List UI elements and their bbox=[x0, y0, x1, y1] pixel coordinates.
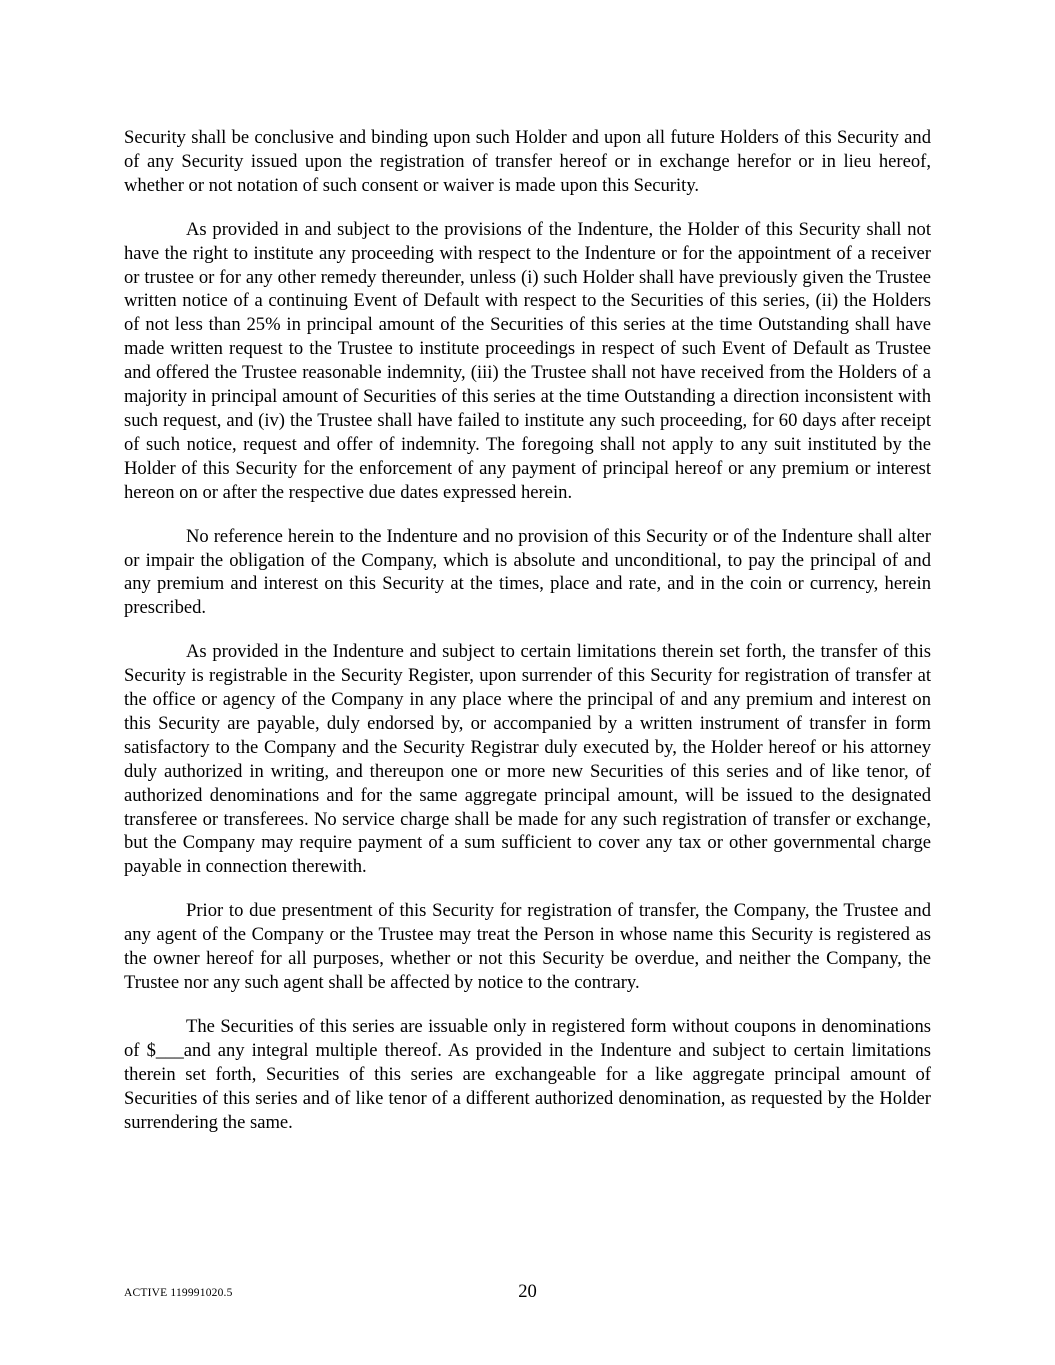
paragraph-company-obligation: No reference herein to the Indenture and no provision of this Security or of the Indenture shall alter or impair the obligation of the Company, which is absolute and unconditional, to pay the principal of and any premium and interest on this Security at the times, place and rate, and in the coin or currency, herein prescribed. bbox=[124, 525, 931, 619]
paragraph-denominations: The Securities of this series are issuable only in registered form without coupons in denominations of $___and any integral multiple thereof. As provided in the Indenture and subject to certain limitations therein set forth, Securities of this series are exchangeable for a like aggregate principal amount of Securities of this series and of like tenor of a different authorized denomination, as requested by the Holder surrendering the same. bbox=[124, 1015, 931, 1133]
page-number: 20 bbox=[518, 1281, 537, 1302]
paragraph-holder-proceedings: As provided in and subject to the provisions of the Indenture, the Holder of this Security shall not have the right to institute any proceeding with respect to the Indenture or for the appointment of a receiver or trustee or for any other remedy thereunder, unless (i) such Holder shall have previously given the Trustee written notice of a continuing Event of Default with respect to the Securities of this series, (ii) the Holders of not less than 25% in principal amount of the Securities of this series at the time Outstanding shall have made written request to the Trustee to institute proceedings in respect of such Event of Default as Trustee and offered the Trustee reasonable indemnity, (iii) the Trustee shall not have received from the Holders of a majority in principal amount of Securities of this series at the time Outstanding a direction inconsistent with such request, and (iv) the Trustee shall have failed to institute any such proceeding, for 60 days after receipt of such notice, request and offer of indemnity. The foregoing shall not apply to any suit instituted by the Holder of this Security for the enforcement of any payment of principal hereof or any premium or interest hereon on or after the respective due dates expressed herein. bbox=[124, 218, 931, 503]
paragraph-presentment: Prior to due presentment of this Security for registration of transfer, the Company, the Trustee and any agent of the Company or the Trustee may treat the Person in whose name this Security is registered as the owner hereof for all purposes, whether or not this Security be overdue, and neither the Company, the Trustee nor any such agent shall be affected by notice to the contrary. bbox=[124, 900, 931, 993]
footer-document-id: ACTIVE 119991020.5 bbox=[124, 1287, 233, 1299]
document-body bbox=[124, 126, 931, 1154]
paragraph-continuation: Security shall be conclusive and binding upon such Holder and upon all future Holders of this Security and of any Security issued upon the registration of transfer hereof or in exchange herefor or in lieu hereof, whether or not notation of such consent or waiver is made upon this Security. bbox=[124, 127, 931, 196]
paragraph-transfer-registration: As provided in the Indenture and subject to certain limitations therein set forth, the transfer of this Security is registrable in the Security Register, upon surrender of this Security for registration of transfer at the office or agency of the Company in any place where the principal of and any premium and interest on this Security are payable, duly endorsed by, or accompanied by a written instrument of transfer in form satisfactory to the Company and the Security Registrar duly executed by, the Holder hereof or his attorney duly authorized in writing, and thereupon one or more new Securities of this series and of like tenor, of authorized denominations and for the same aggregate principal amount, will be issued to the designated transferee or transferees. No service charge shall be made for any such registration of transfer or exchange, but the Company may require payment of a sum sufficient to cover any tax or other governmental charge payable in connection therewith. bbox=[124, 641, 931, 878]
